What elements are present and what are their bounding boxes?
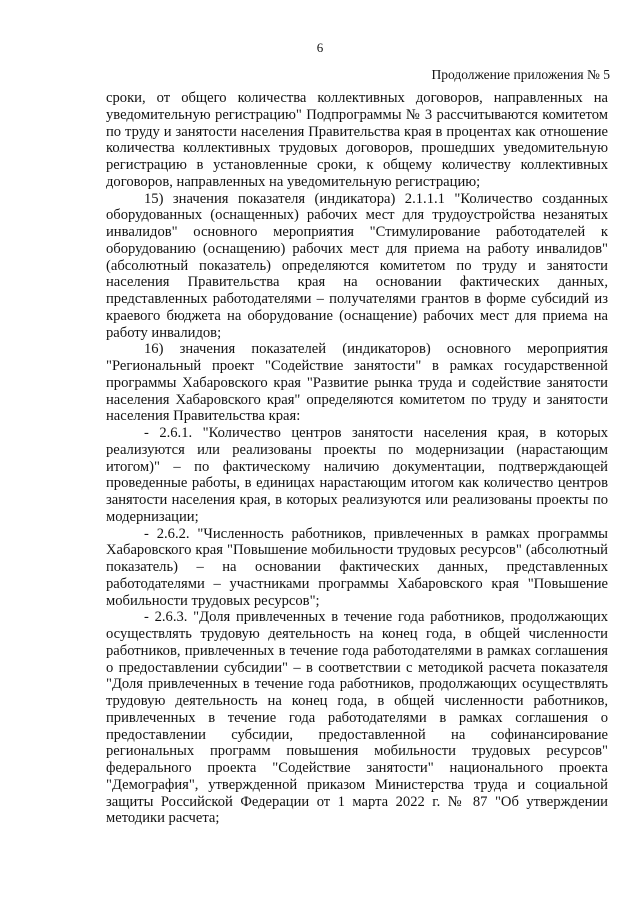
paragraph-item-16: 16) значения показателей (индикаторов) основного мероприятия "Региональный проект "Содействие занятости" в рамках государственной программы Хабаровского края "Развитие рынка труда и содействие занятости населения Хабаровского края" определяются комитетом по труду и занятости населения Правительства края: bbox=[106, 341, 608, 425]
paragraph-indicator-2-6-1: - 2.6.1. "Количество центров занятости населения края, в которых реализуются или реализованы проекты по модернизации (нарастающим итогом)" – по фактическому наличию документации, подтверждающей проведенные работы, в единицах нарастающим итогом как количество центров занятости населения края, в которых реализуются или реализованы проекты по модернизации; bbox=[106, 425, 608, 525]
paragraph-item-15: 15) значения показателя (индикатора) 2.1.1.1 "Количество созданных оборудованных (оснащенных) рабочих мест для трудоустройства незанятых инвалидов" основного мероприятия "Стимулирование работодателей к оборудованию (оснащению) рабочих мест для приема на работу инвалидов" (абсолютный показатель) определяются комитетом по труду и занятости населения Правительства края на основании фактических данных, представленных работодателями – получателями грантов в форме субсидий из краевого бюджета на оборудование (оснащение) рабочих мест для приема на работу инвалидов; bbox=[106, 190, 608, 341]
paragraph-continuation: сроки, от общего количества коллективных договоров, направленных на уведомительную регистрацию" Подпрограммы № 3 рассчитываются комитетом по труду и занятости населения Правительства края в процентах как отношение количества коллективных трудовых договоров, прошедших уведомительную регистрацию в установленные сроки, к общему количеству коллективных договоров, направленных на уведомительную регистрацию; bbox=[106, 90, 608, 190]
appendix-continuation-note: Продолжение приложения № 5 bbox=[431, 67, 610, 82]
paragraph-indicator-2-6-3: - 2.6.3. "Доля привлеченных в течение года работников, продолжающих осуществлять трудовую деятельность на конец года, в общей численности работников, привлеченных в течение года работодателями в рамках соглашения о предоставлении субсидии" – в соответствии с методикой расчета показателя "Доля привлеченных в течение года работников, продолжающих осуществлять трудовую деятельность на конец года, в общей численности работников, привлеченных в течение года работодателями в рамках соглашения о предоставлении субсидии, предоставленной на софинансирование региональных программ повышения мобильности трудовых ресурсов" федерального проекта "Содействие занятости" национального проекта "Демография", утвержденной приказом Министерства труда и социальной защиты Российской Федерации от 1 марта 2022 г. № 87 "Об утверждении методики расчета; bbox=[106, 609, 608, 827]
body-text bbox=[106, 90, 608, 827]
paragraph-indicator-2-6-2: - 2.6.2. "Численность работников, привлеченных в рамках программы Хабаровского края "Повышение мобильности трудовых ресурсов" (абсолютный показатель) – на основании фактических данных, представленных работодателями – участниками программы Хабаровского края "Повышение мобильности трудовых ресурсов"; bbox=[106, 525, 608, 609]
page-number: 6 bbox=[316, 40, 324, 55]
